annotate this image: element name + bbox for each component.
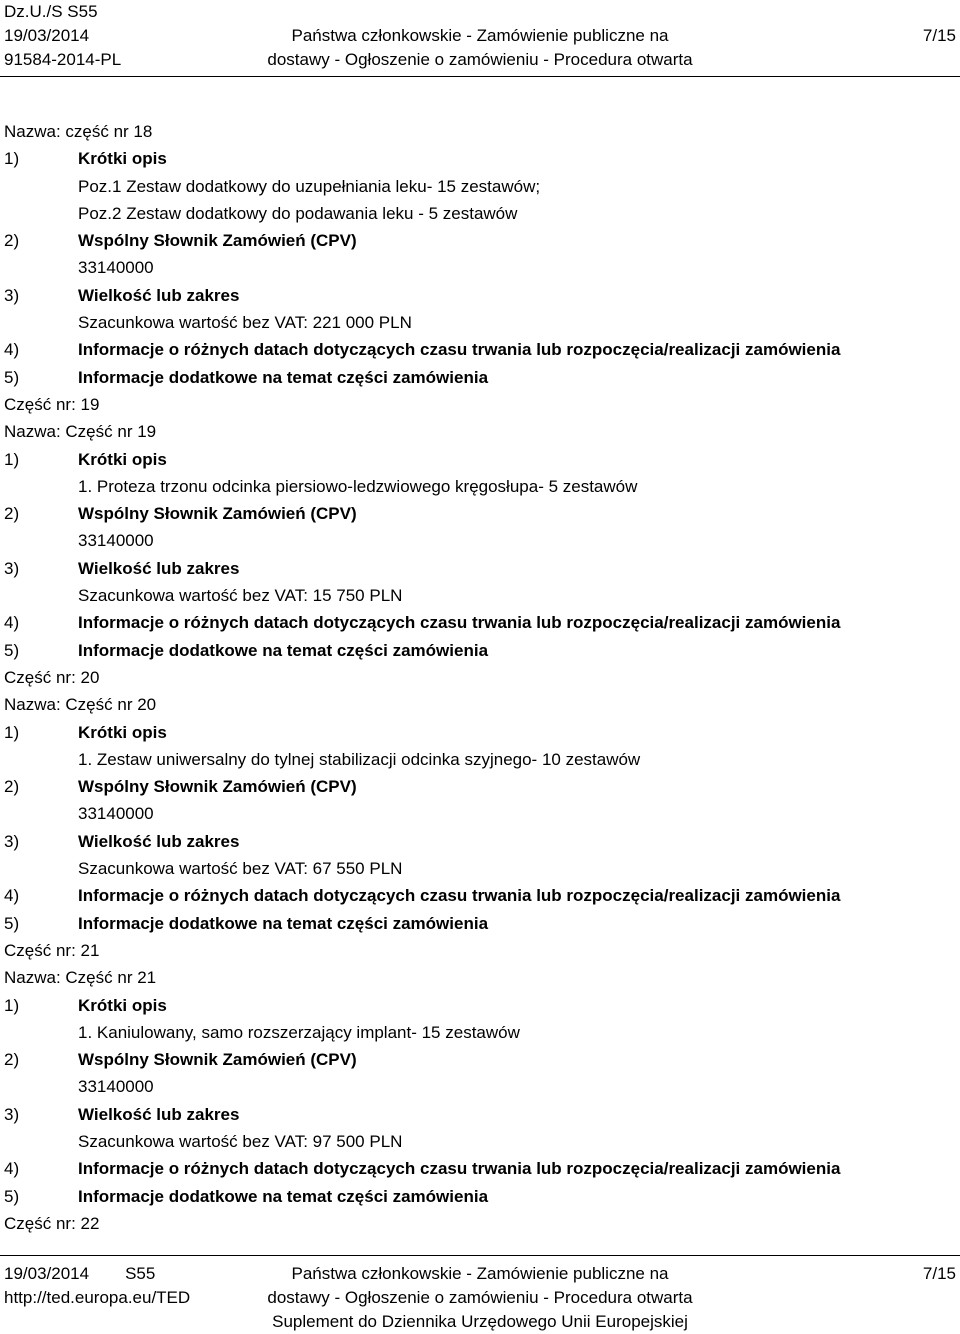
footer-center-line1: Państwa członkowskie - Zamówienie publiczne na: [291, 1264, 669, 1283]
item-short-description: 1) Krótki opis: [4, 149, 167, 169]
header-center-line1: Państwa członkowskie - Zamówienie publiczne na: [291, 26, 669, 45]
item-additional-info: 5) Informacje dodatkowe na temat części zamówienia: [4, 367, 489, 387]
footer-center-line2: dostawy - Ogłoszenie o zamówieniu - Procedura otwarta: [267, 1288, 693, 1307]
estimated-value: Szacunkowa wartość bez VAT: 67 550 PLN: [78, 859, 403, 879]
lot-name: Nazwa: część nr 18: [4, 122, 153, 141]
lot-name: Nazwa: Część nr 21: [4, 968, 157, 988]
item-short-description: 1) Krótki opis: [4, 449, 167, 469]
item-additional-info: 5) Informacje dodatkowe na temat części zamówienia: [4, 913, 489, 933]
lot-number: Część nr: 22: [4, 1213, 100, 1233]
header-rule: [0, 76, 960, 77]
short-description-line: Poz.2 Zestaw dodatkowy do podawania leku - 5 zestawów: [78, 203, 518, 223]
footer-center-line3: Suplement do Dziennika Urzędowego Unii Europejskiej: [272, 1312, 688, 1331]
short-description-line: 1. Proteza trzonu odcinka piersiowo-ledzwiowego kręgosłupa- 5 zestawów: [78, 476, 638, 496]
footer-rule: [0, 1255, 960, 1256]
lot-number: Część nr: 19: [4, 394, 100, 414]
cpv-code: 33140000: [78, 1077, 154, 1097]
item-cpv: 2) Wspólny Słownik Zamówień (CPV): [4, 1050, 357, 1070]
cpv-code: 33140000: [78, 258, 154, 278]
item-cpv: 2) Wspólny Słownik Zamówień (CPV): [4, 777, 357, 797]
item-short-description: 1) Krótki opis: [4, 995, 167, 1015]
item-additional-info: 5) Informacje dodatkowe na temat części zamówienia: [4, 640, 489, 660]
short-description-line: 1. Kaniulowany, samo rozszerzający implant- 15 zestawów: [78, 1022, 520, 1042]
item-short-description: 1) Krótki opis: [4, 722, 167, 742]
estimated-value: Szacunkowa wartość bez VAT: 97 500 PLN: [78, 1131, 403, 1151]
item-quantity: 3) Wielkość lub zakres: [4, 558, 240, 578]
header-date: 19/03/2014: [4, 26, 90, 45]
item-additional-info: 5) Informacje dodatkowe na temat części zamówienia: [4, 1186, 489, 1206]
lot-section: [4, 391, 956, 664]
header-center: [0, 24, 960, 72]
footer-center: [0, 1262, 960, 1334]
cpv-code: 33140000: [78, 804, 154, 824]
item-dates: 4) Informacje o różnych datach dotyczących czasu trwania lub rozpoczęcia/realizacji zamówienia: [4, 613, 841, 633]
footer-url[interactable]: http://ted.europa.eu/TED: [4, 1288, 191, 1307]
header-center-line2: dostawy - Ogłoszenie o zamówieniu - Procedura otwarta: [267, 50, 693, 69]
item-cpv: 2) Wspólny Słownik Zamówień (CPV): [4, 504, 357, 524]
lot-section: [4, 664, 956, 937]
notice-number: 91584-2014-PL: [4, 50, 122, 69]
footer-date: 19/03/2014: [4, 1264, 90, 1283]
estimated-value: Szacunkowa wartość bez VAT: 15 750 PLN: [78, 586, 403, 606]
lot-number: Część nr: 20: [4, 667, 100, 687]
page-header: [0, 0, 960, 70]
lot-name: Nazwa: Część nr 20: [4, 695, 157, 715]
header-page-number: 7/15: [922, 26, 956, 45]
footer-series: S55: [125, 1264, 156, 1283]
page-footer: [0, 1262, 960, 1334]
item-dates: 4) Informacje o różnych datach dotyczących czasu trwania lub rozpoczęcia/realizacji zamówienia: [4, 340, 841, 360]
document-body: [4, 118, 956, 1237]
footer-page-number: 7/15: [922, 1264, 956, 1283]
lot-number: Część nr: 21: [4, 940, 100, 960]
oj-reference: Dz.U./S S55: [4, 2, 98, 21]
short-description-line: 1. Zestaw uniwersalny do tylnej stabilizacji odcinka szyjnego- 10 zestawów: [78, 749, 641, 769]
item-dates: 4) Informacje o różnych datach dotyczących czasu trwania lub rozpoczęcia/realizacji zamówienia: [4, 1159, 841, 1179]
lot-section: [4, 937, 956, 1210]
estimated-value: Szacunkowa wartość bez VAT: 221 000 PLN: [78, 313, 412, 333]
item-dates: 4) Informacje o różnych datach dotyczących czasu trwania lub rozpoczęcia/realizacji zamówienia: [4, 886, 841, 906]
cpv-code: 33140000: [78, 531, 154, 551]
item-cpv: 2) Wspólny Słownik Zamówień (CPV): [4, 231, 357, 251]
item-quantity: 3) Wielkość lub zakres: [4, 285, 240, 305]
lot-name: Nazwa: Część nr 19: [4, 422, 157, 442]
lot-section: [4, 118, 956, 391]
short-description-line: Poz.1 Zestaw dodatkowy do uzupełniania leku- 15 zestawów;: [78, 176, 541, 196]
item-quantity: 3) Wielkość lub zakres: [4, 1104, 240, 1124]
item-quantity: 3) Wielkość lub zakres: [4, 831, 240, 851]
